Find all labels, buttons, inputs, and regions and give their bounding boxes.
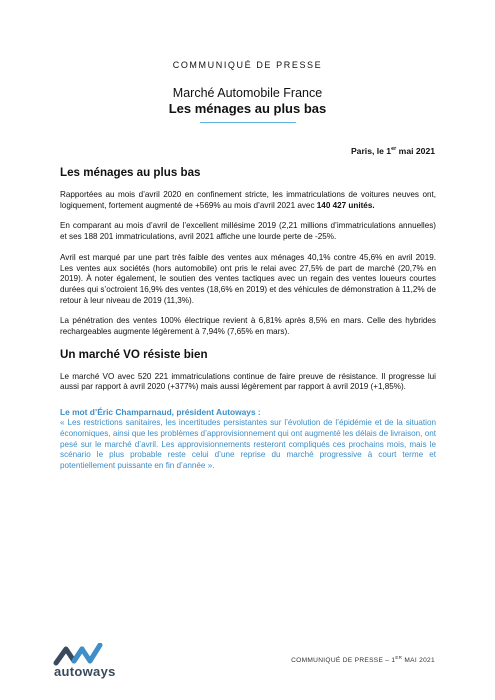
title-divider bbox=[200, 122, 296, 123]
title-line-2: Les ménages au plus bas bbox=[168, 101, 327, 116]
dateline-prefix: Paris, le 1 bbox=[350, 146, 392, 156]
paragraph-bold-units: 140 427 unités. bbox=[316, 200, 375, 210]
page-footer bbox=[291, 654, 435, 664]
document-kicker: COMMUNIQUÉ DE PRESSE bbox=[172, 60, 323, 70]
dateline bbox=[351, 146, 435, 156]
paragraph-electric-penetration: La pénétration des ventes 100% électrique revient à 6,81% après 8,5% en mars. Celle des hybrides rechargeables augmente légèrement à 7,94% (7,65% en mars). bbox=[60, 316, 436, 337]
dateline-superscript: er bbox=[391, 146, 397, 153]
paragraph-text: Rapportées au mois d’avril 2020 en confinement stricte, les immatriculations de voitures neuves ont, logiquement, fortement augmenté de +569% au mois d’avril 2021 avec bbox=[60, 190, 436, 210]
paragraph-april-registrations bbox=[60, 190, 436, 211]
footer-suffix: MAI 2021 bbox=[402, 657, 435, 664]
quote-body: « Les restrictions sanitaires, les incertitudes persistantes sur l’évolution de l’épidémie et de la situation économiques, ainsi que les problèmes d’approvisionnement qui ont augmenté les délais de livraison, ont pesé sur le marché d’avril. Les approvisionnements resteront compliqués ces prochains mois, mais le scénario le plus probable reste celui d’une reprise du marché progressive à court terme et potentiellement puissante en fin d’année ». bbox=[60, 418, 436, 470]
logo-wave-blue bbox=[74, 645, 100, 661]
paragraph-used-car-market: Le marché VO avec 520 221 immatriculations continue de faire preuve de résistance. Il progresse lui aussi par rapport à avril 2020 (+377%) mais aussi légèrement par rapport à avril 2019 (+1,85%). bbox=[60, 371, 436, 392]
section-heading-households: Les ménages au plus bas bbox=[60, 166, 201, 179]
quote-heading: Le mot d’Éric Champarnaud, président Autoways : bbox=[60, 407, 261, 418]
footer-prefix: COMMUNIQUÉ DE PRESSE – 1 bbox=[291, 657, 396, 664]
body-content bbox=[60, 166, 436, 472]
president-quote bbox=[60, 407, 436, 472]
footer-superscript: ER bbox=[395, 654, 403, 660]
dateline-suffix: mai 2021 bbox=[396, 146, 435, 156]
paragraph-market-share: Avril est marqué par une part très faible des ventes aux ménages 40,1% contre 45,6% en avril 2019. Les ventes aux sociétés (hors automobile) ont pris le relai avec 27,5% de part de marché (20,7% en 2019). À noter également, le soutien des ventes tactiques avec un regain des ventes loueurs courtes durées qui s’octroient 16,9% des ventes (18,6% en 2019) et des véhicules de démonstration à 11,2% de retour à leur niveau de 2019 (11,3%). bbox=[60, 252, 436, 305]
paragraph-comparison-2019: En comparant au mois d’avril de l’excellent millésime 2019 (2,21 millions d’immatriculations annuelles) et ses 188 201 immatriculations, avril 2021 affiche une lourde perte de -25%. bbox=[60, 221, 436, 242]
autoways-logo-text: autoways bbox=[54, 664, 116, 679]
title-line-1: Marché Automobile France bbox=[172, 86, 323, 100]
section-heading-used-cars: Un marché VO résiste bien bbox=[60, 347, 208, 361]
